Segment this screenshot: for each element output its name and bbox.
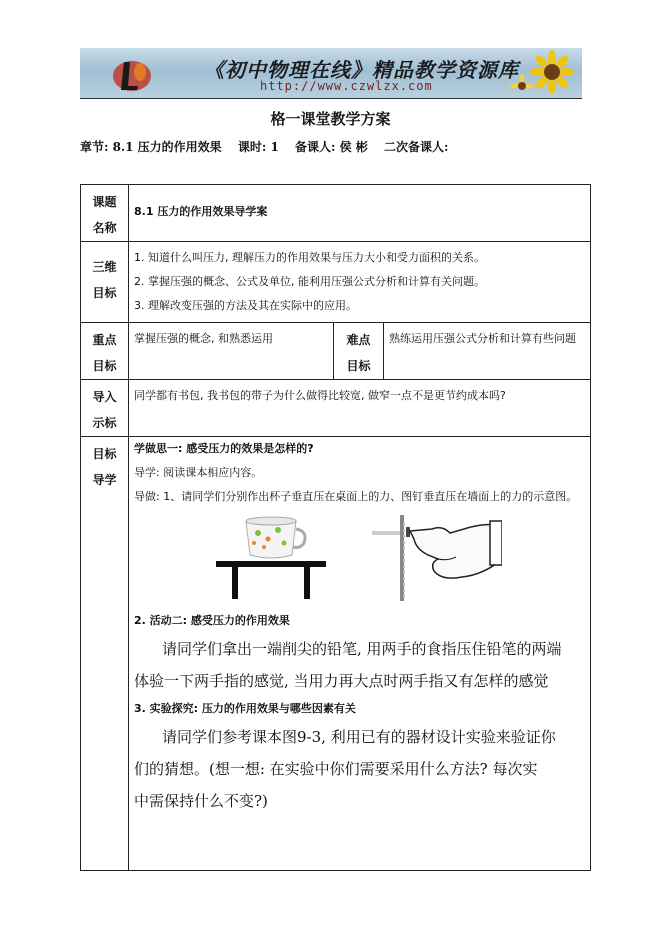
page-title: 格一课堂教学方案 — [270, 110, 391, 128]
list-item: 3. 理解改变压强的方法及其在实际中的应用。 — [134, 299, 357, 312]
topic-value: 8.1 压力的作用效果导学案 — [129, 185, 591, 242]
explore3-heading: 3. 实验探究: 压力的作用效果与哪些因素有关 — [134, 702, 356, 715]
banner-url[interactable]: http://www.czwlzx.com — [260, 79, 433, 93]
lesson-plan-table — [80, 184, 591, 871]
activity2-heading: 2. 活动二: 感受压力的作用效果 — [134, 614, 290, 627]
sunflower-icon — [502, 48, 582, 98]
hard-value: 熟练运用压强公式分析和计算有些问题 — [384, 323, 591, 380]
chapter-label: 章节: 8.1 压力的作用效果 — [80, 140, 222, 154]
second-preparer-label: 二次备课人: — [384, 140, 449, 154]
logo-icon — [110, 52, 154, 96]
activity2-text-line: 请同学们拿出一端削尖的铅笔, 用两手的食指压住铅笔的两端 — [162, 640, 562, 658]
think1-heading: 学做思一: 感受压力的效果是怎样的? — [134, 442, 314, 455]
key-value: 掌握压强的概念, 和熟悉运用 — [129, 323, 334, 380]
key-label: 重点 目标 — [81, 323, 129, 380]
meta-line — [80, 138, 460, 155]
banner-title: 《初中物理在线》精品教学资源库 — [204, 58, 519, 82]
hours-label: 课时: 1 — [237, 140, 279, 154]
intro-value: 同学都有书包, 我书包的带子为什么做得比较宽, 做窄一点不是更节约成本吗? — [129, 380, 591, 437]
table-row — [81, 437, 591, 871]
list-item: 1. 知道什么叫压力, 理解压力的作用效果与压力大小和受力面积的关系。 — [134, 251, 485, 264]
hard-label: 难点 目标 — [334, 323, 384, 380]
illustrations — [134, 509, 585, 609]
guide-content — [129, 437, 591, 871]
guide-label: 目标 导学 — [81, 437, 129, 871]
table-row — [81, 185, 591, 242]
header-banner — [80, 48, 582, 98]
goals-label: 三维 目标 — [81, 242, 129, 323]
topic-label: 课题 名称 — [81, 185, 129, 242]
cup-on-table-image — [216, 515, 326, 601]
goals-list — [129, 242, 591, 323]
table-row — [81, 323, 591, 380]
banner-divider — [80, 98, 582, 99]
study-line: 导学: 阅读课本相应内容。 — [134, 466, 263, 479]
explore3-text-line: 请同学们参考课本图9-3, 利用已有的器材设计实验来验证你 — [162, 728, 556, 746]
intro-label: 导入 示标 — [81, 380, 129, 437]
thumb-pin-wall-image — [372, 515, 502, 601]
explore3-text-line: 们的猜想。(想一想: 在实验中你们需要采用什么方法? 每次实 — [134, 760, 538, 778]
do1-line: 导做: 1、请同学们分别作出杯子垂直压在桌面上的力、图钉垂直压在墙面上的力的示意图。 — [134, 490, 578, 503]
activity2-text-line: 体验一下两手指的感觉, 当用力再大点时两手指又有怎样的感觉 — [134, 672, 549, 690]
list-item: 2. 掌握压强的概念、公式及单位, 能利用压强公式分析和计算有关问题。 — [134, 275, 485, 288]
table-row — [81, 242, 591, 323]
preparer-label: 备课人: 侯 彬 — [295, 140, 368, 154]
table-row — [81, 380, 591, 437]
explore3-text-line: 中需保持什么不变?) — [134, 792, 268, 810]
